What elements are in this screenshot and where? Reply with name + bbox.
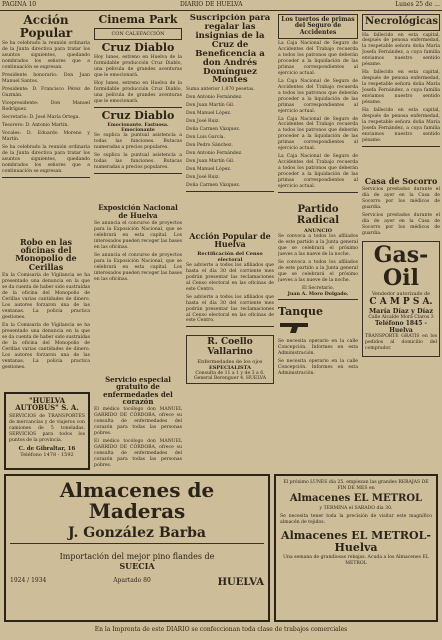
metrol-dates: y TERMINA el SABADO día 30. — [319, 506, 393, 512]
cinema-subtitle: CON CALEFACCIÓN — [94, 28, 182, 40]
metrol-slogan: Una semana de grandiosas rebajas. Acuda a los Almacenes EL METROL — [283, 555, 429, 567]
list-item: Don José Ruiz. — [186, 175, 220, 181]
almacenes-maderas-ad — [4, 474, 270, 622]
list-item: Don Manuel López. — [186, 111, 232, 117]
article-body: Se convoca a todos los afiliados de este partido a la Junta general que se celebrará el próximo jueves a las nueve de la noche. — [278, 234, 358, 258]
list-item: Presidente: D. Francisco Pérez de Guzmán. — [2, 86, 90, 98]
autobus-phone: Teléfono 1478 - 1592 — [20, 451, 74, 458]
headline-cruz-diablo: Cruz Diablo — [101, 40, 175, 54]
metrol-body: Se necesita tener toda la precisión de visitar este magnífico almacén de tejidos. — [280, 514, 432, 526]
article-body: Servicios prestados durante el día de ayer en la Casa de Socorro por los médicos de guardia. — [362, 187, 440, 211]
list-item: Don Antonio Fernández. — [186, 95, 243, 101]
list-item: Vocales: D. Eduardo Moreno y Martín. — [2, 130, 90, 142]
coello-specialty: Enfermedades de los ojos — [197, 359, 263, 366]
cinema-tagline: Emocionante. Fastuosa. Emocionante — [107, 123, 169, 134]
article-body: En la Comisaría de Vigilancia se ha presentado una denuncia en la que se da cuenta de haber sido sustraídas de la oficina del Monopolio de Cerillas varias cantidades de dinero. Los autores forzaron una de las ventanas. La policía practica gestiones. — [2, 322, 90, 370]
gas-oil-owner: María Díaz y Díaz — [368, 307, 434, 316]
column-5 — [362, 14, 440, 470]
headline-gas-oil: Gas-Oil — [373, 242, 429, 292]
article-body: Se advierte a todos los afiliados que hasta el día 30 del corriente mes podrán presentar las reclamaciones al Censo electoral en las oficinas de este Centro. — [186, 262, 274, 292]
list-item: Don Juan Martín Gil. — [186, 159, 235, 165]
anuncio-subtitle: ANUNCIO — [303, 228, 333, 235]
article-body: Hoy lunes, estreno en Huelva de la formidable producción Cruz Diablo, una película de grandes aventuras que le emocionará. — [94, 80, 182, 104]
article-body: La Caja Nacional de Seguro de Accidentes del Trabajo recuerda a todos los patronos que deberán proceder a la liquidación de las primas correspondientes al ejercicio actual. — [278, 154, 358, 190]
signature-label: El Secretario, — [301, 285, 335, 291]
article-body: La Caja Nacional de Seguro de Accidentes del Trabajo recuerda a todos los patronos que deberán proceder a la liquidación de las primas correspondientes al ejercicio actual. — [278, 78, 358, 114]
gas-oil-address: Calle Alcalde Mora Claros 3 — [368, 315, 434, 321]
metrol-intro: El próximo LUNES día 25, empiezan las grandes REBAJAS DE FIN DE MES en — [283, 480, 429, 491]
article-body: Se ha celebrado la reunión ordinaria de la Junta directiva para tratar los asuntos siguientes, quedando nombrados los señores que a continuación se expresan. — [2, 41, 90, 71]
headline-necrologicas: Necrológicas — [362, 14, 440, 31]
pistol-icon — [278, 319, 318, 335]
signature-name: Juan A. Moro Dolgado. — [287, 290, 349, 297]
column-4 — [278, 14, 358, 470]
coello-info: Consulta de 11 a 1 y de 3 a 6. General Berenguer 4. HUELVA — [193, 371, 267, 382]
article-body: Se suplica la puntual asistencia a todas las funciones. Butacas numeradas a precios populares. — [94, 153, 182, 171]
gas-oil-ad — [362, 241, 440, 357]
censo-subtitle: Rectificación del Censo electoral — [197, 250, 263, 263]
list-item: Don Antonio Fernández. — [186, 151, 243, 157]
almacenes-address: Apartado 80 — [113, 576, 151, 584]
headline-cinema-park: Cinema Park — [98, 14, 178, 26]
headline-accion-popular-huelva: Acción Popular de Huelva — [189, 230, 271, 250]
column-1 — [2, 14, 90, 384]
article-body: Ha fallecido en esta capital, después de penosa enfermedad, la respetable señora doña María Josefa Fernández, a cuya familia enviamos nuestro sentido pésame. — [362, 32, 440, 68]
almacenes-years: 1924 / 1934 — [10, 576, 47, 584]
coello-especialista: ESPECIALISTA — [209, 365, 251, 372]
article-body: Se convoca a todos los afiliados de este partido a la Junta general que se celebrará el próximo jueves a las nueve de la noche. — [278, 260, 358, 283]
footer: En la Imprenta de este DIARIO se confeccionan toda clase de trabajos comerciales — [94, 626, 348, 633]
list-item: Tesorero: D. Antonio Martín. — [2, 122, 69, 128]
article-body: Se suplica la puntual asistencia a todas las funciones. Butacas numeradas a precios populares. — [94, 133, 182, 151]
page-date: Lunes 25 de ... — [395, 1, 440, 8]
article-body: Se necesita operario en la calle Concepción. Informes en esta Administración. — [278, 339, 358, 357]
column-2 — [94, 14, 182, 374]
list-item: Don Juan Martín Gil. — [186, 103, 235, 109]
article-body: La Caja Nacional de Seguro de Accidentes del Trabajo recuerda a todos los patronos que deberán proceder a la liquidación de las primas correspondientes al ejercicio actual. — [278, 40, 358, 76]
article-body: En la Comisaría de Vigilancia se ha presentado una denuncia en la que se da cuenta de haber sido sustraídas de la oficina del Monopolio de Cerillas varias cantidades de dinero. Los autores forzaron una de las ventanas. La policía practica gestiones. — [2, 273, 90, 320]
article-body: Se anuncia el concurso de proyectos para la Exposición Nacional, que se celebrará en esta capital. Los interesados pueden recoger las bases en las oficinas. — [94, 252, 182, 282]
gas-oil-body: TRANSPORTE GRATIS en los pedidos al domicilio del comprador. — [365, 334, 437, 352]
headline-seguro: Los tuertos de primas del Seguro de Accidentes — [278, 14, 358, 39]
autobus-address: C. de Gibraltar, 16 — [18, 445, 76, 452]
article-body: Ha fallecido en esta capital, después de penosa enfermedad, la respetable señora doña María Josefa Fernández, a cuya familia enviamos nuestro sentido pésame. — [362, 108, 440, 143]
list-item: Don Manuel López. — [186, 167, 232, 173]
metrol-brand-large: Almacenes EL METROL-Huelva — [281, 529, 431, 554]
article-body: Servicios prestados durante el día de ayer en la Casa de Socorro por los médicos de guardia. — [362, 213, 440, 237]
article-body: Ha fallecido en esta capital, después de penosa enfermedad, la respetable señora doña María Josefa Fernández, a cuya familia enviamos nuestro sentido pésame. — [362, 70, 440, 106]
headline-almacenes-maderas: Almacenes de Maderas — [59, 478, 215, 523]
headline-casa-socorro: Casa de Socorro — [364, 175, 438, 186]
list-item: Vicepresidente: Don Manuel Rodríguez. — [2, 100, 90, 112]
article-body: Se necesita operario en la calle Concepción. Informes en esta Administración. — [278, 359, 358, 377]
huelva-autobus-ad — [4, 392, 90, 470]
article-body: La Caja Nacional de Seguro de Accidentes del Trabajo recuerda a todos los patronos que deberán proceder a la liquidación de las primas correspondientes al ejercicio actual. — [278, 116, 358, 152]
column-3 — [186, 14, 274, 470]
page-number: PAGINA 10 — [2, 1, 37, 8]
article-body: SERVICIOS de TRANSPORTES de mercancías y de viajeros con camiones de 5 toneladas. SERVICIOS para todos los puntos de la provincia. — [9, 413, 85, 443]
headline-coello: R. Coello Vallarino — [207, 337, 253, 357]
paper-name: DIARIO DE HUELVA — [180, 1, 243, 8]
almacenes-owner: J. González Barba — [68, 525, 206, 541]
coello-ad — [186, 335, 274, 384]
article-body: Se anuncia el concurso de proyectos para la Exposición Nacional, que se celebrará en esta capital. Los interesados pueden recoger las bases en las oficinas. — [94, 220, 182, 250]
almacenes-city: HUELVA — [217, 576, 264, 588]
article-body: El médico tocólogo don MANUEL GARRIDO DE CÓRDOBA, ofrece su consulta de enfermedades del corazón para todas las personas pobres. — [94, 439, 182, 468]
list-item: Doña Carmen Vázquez. — [186, 127, 241, 133]
headline-partido-radical: Partido Radical — [296, 204, 340, 226]
gas-oil-brand: C A M P S A. — [369, 297, 433, 308]
almacenes-import: Importación del mejor pino flandes de — [59, 551, 215, 561]
headline-huelva-autobus: "HUELVA AUTOBUS" S. A. — [15, 396, 79, 413]
headline-accion-popular: Acción Popular — [19, 14, 73, 40]
list-item: Don Pedro Sánchez. — [186, 143, 233, 149]
list-item: Doña Carmen Vázquez. — [186, 183, 241, 188]
metrol-brand: Almacenes EL METROL — [289, 492, 423, 504]
article-body: Se ha celebrado la reunión ordinaria de la Junta directiva para tratar los asuntos siguientes, quedando nombrados los señores que a continuación se expresan. — [2, 144, 90, 174]
gas-oil-vendor: Vendedor autorizado de — [371, 292, 430, 298]
headline-suscripcion: Suscripción para regalar las insignias de la Cruz de Beneficencia a don Andrés Domínguez Montes — [189, 14, 271, 86]
article-body: El médico tocólogo don MANUEL GARRIDO DE CÓRDOBA, ofrece su consulta de enfermedades del corazón para todas las personas pobres. — [94, 407, 182, 437]
list-item: Don Luis García. — [186, 135, 226, 141]
article-body: Se advierte a todos los afiliados que hasta el día 30 del corriente mes podrán presentar las reclamaciones al Censo electoral en las oficinas de este Centro. — [186, 294, 274, 324]
gas-oil-phone: Teléfono 1845 - Huelva — [374, 320, 427, 335]
list-item: Presidente honorario: Don Juan Manuel Santos. — [2, 73, 90, 84]
headline-cruz-diablo-2: Cruz Diablo — [101, 108, 175, 122]
list-item: Don José Ruiz. — [186, 119, 220, 125]
headline-servicio-gratuito: Servicio especial gratuito de enfermedades del corazón — [103, 376, 173, 407]
article-body: Suma anterior 1.870 pesetas. — [186, 87, 255, 93]
headline-tanque: Tanque — [278, 304, 323, 318]
consultorio-ad — [94, 376, 182, 468]
article-body: Hoy lunes, estreno en Huelva de la formidable producción Cruz Diablo, una película de grandes aventuras que le emocionará. — [94, 55, 182, 78]
page-header — [0, 0, 442, 11]
headline-robo: Robo en las oficinas del Monopolio de Cerillas — [15, 236, 77, 272]
headline-exposicion: Exposición Nacional de Huelva — [98, 203, 178, 220]
el-metrol-ad — [274, 474, 438, 622]
almacenes-origin: SUECIA — [119, 560, 155, 571]
list-item: Secretario: D. José María Ortega. — [2, 114, 80, 120]
